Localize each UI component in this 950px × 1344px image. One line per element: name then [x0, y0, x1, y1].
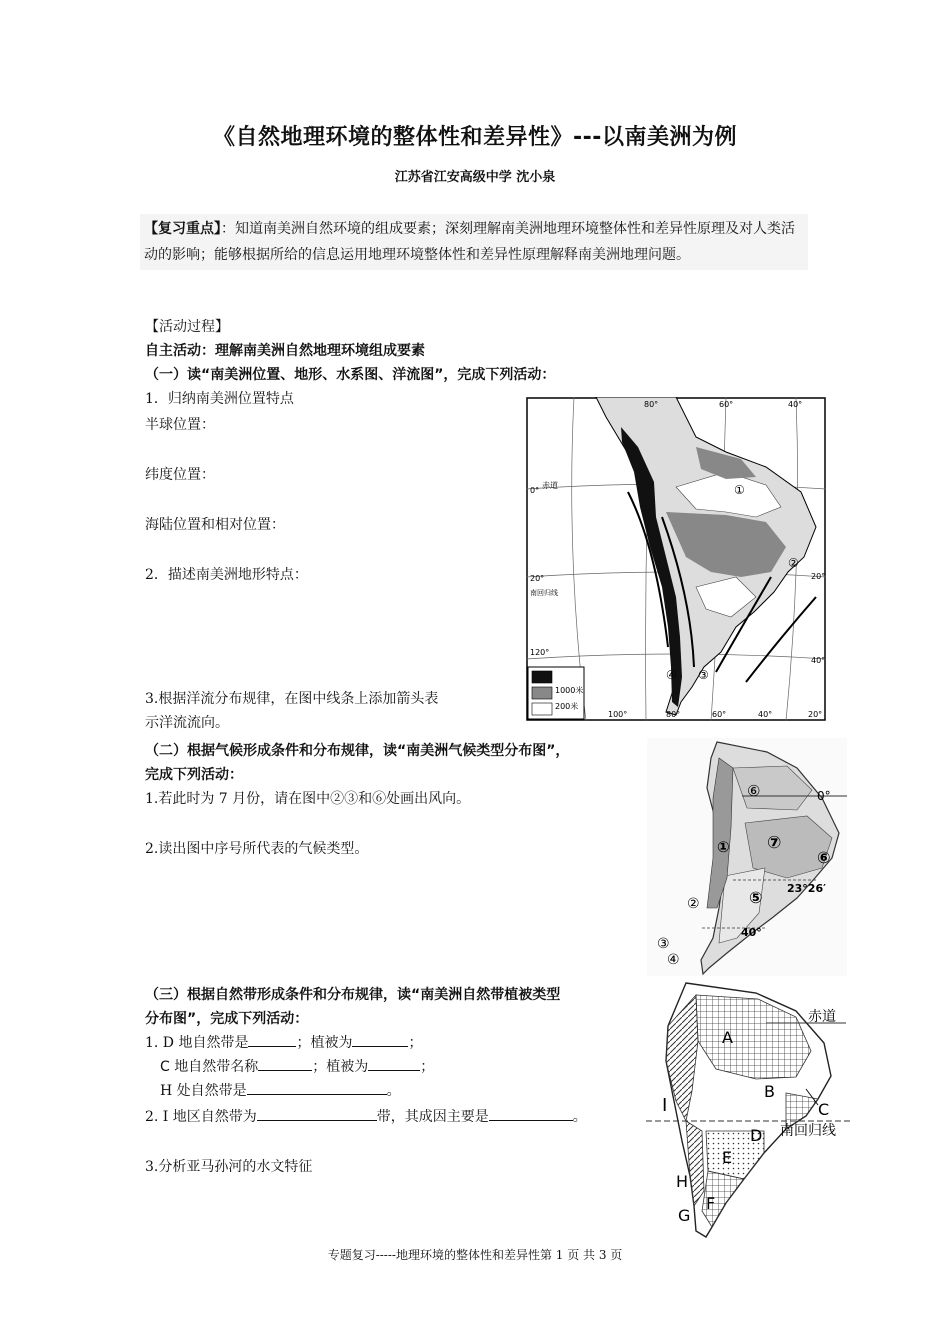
map1-lon-top-80: 80° — [644, 400, 659, 409]
q1-d-mid: ；植被为 — [296, 1035, 353, 1051]
hemisphere-position: 半球位置： — [145, 417, 215, 433]
part2-heading-line2: 完成下列活动： — [145, 767, 243, 783]
map2-tropic: 23°26′ — [787, 882, 827, 895]
author-line: 江苏省江安高级中学 沈小泉 — [394, 170, 556, 185]
map1-lon-bottom-20: 20° — [808, 710, 823, 719]
map2-lat-0: 0° — [817, 789, 831, 803]
map2-num-4: ④ — [667, 952, 680, 968]
map3-letter-b: B — [764, 1082, 775, 1101]
q1-h-prefix: H 处自然带是 — [160, 1083, 247, 1099]
sea-land-position: 海陆位置和相对位置： — [145, 517, 285, 533]
map2-num-6-top: ⑥ — [747, 782, 761, 800]
vegetation-map — [646, 981, 850, 1239]
map3-letter-d: D — [750, 1126, 763, 1145]
map1-legend-1000: 1000米 — [555, 686, 584, 695]
part2-q2: 2.读出图中序号所代表的气候类型。 — [145, 841, 369, 857]
review-text: ：知道南美洲自然环境的组成要素；深刻理解南美洲地理环境整体性和差异性原理及对人类活动的影响；能够根据所给的信息运用地理环境整体性和差异性原理解释南美洲地理问题。 — [144, 221, 795, 263]
map1-lon-top-40: 40° — [788, 400, 803, 409]
q2-zone-blank[interactable] — [257, 1106, 377, 1121]
map1-lat-40: 40° — [811, 656, 826, 665]
part1-q2: 2．描述南美洲地形特点： — [145, 567, 308, 583]
map2-num-2: ② — [687, 896, 700, 912]
q1-d-veg-blank[interactable] — [352, 1032, 408, 1047]
q1-d-zone-blank[interactable] — [248, 1032, 296, 1047]
map1-lon-top-60: 60° — [719, 400, 734, 409]
map3-letter-h: H — [676, 1172, 689, 1191]
self-activity-heading: 自主活动：理解南美洲自然地理环境组成要素 — [145, 343, 425, 359]
map1-lat-20-right: 20° — [811, 572, 826, 581]
part1-q3-line1: 3.根据洋流分布规律，在图中线条上添加箭头表 — [145, 691, 439, 707]
part2-q1: 1.若此时为 7 月份，请在图中②③和⑥处画出风向。 — [145, 791, 471, 807]
page-footer: 专题复习-----地理环境的整体性和差异性第 1 页 共 3 页 — [327, 1248, 623, 1262]
q2-cause-blank[interactable] — [489, 1106, 573, 1121]
part3-q1-c — [160, 1056, 434, 1078]
q1-c-end: ； — [420, 1059, 435, 1075]
map2-num-5: ⑤ — [749, 888, 763, 907]
map1-legend — [528, 667, 584, 719]
q1-c-prefix: C 地自然带名称 — [160, 1059, 259, 1075]
part2-heading-line1: （二）根据气候形成条件和分布规律，读“南美洲气候类型分布图”， — [145, 743, 570, 759]
review-key-points — [140, 214, 808, 270]
map1-lon-bottom-80: 80° — [666, 710, 681, 719]
map1-lon-bottom-100: 100° — [608, 710, 628, 719]
part1-q3-line2: 示洋流流向。 — [145, 715, 229, 731]
map3-letter-g: G — [678, 1206, 691, 1225]
map2-num-7: ⑦ — [767, 833, 782, 853]
part3-q1-d — [145, 1032, 422, 1054]
climate-map — [647, 738, 847, 976]
latitude-position: 纬度位置： — [145, 467, 215, 483]
map2-num-3: ③ — [657, 936, 670, 952]
q1-d-prefix: 1. D 地自然带是 — [145, 1035, 249, 1051]
q2-end: 。 — [572, 1109, 587, 1125]
map1-lat-20: 20° — [530, 574, 545, 583]
part1-q1: 1．归纳南美洲位置特点 — [145, 391, 294, 407]
part3-q2 — [145, 1106, 587, 1128]
map1-tropic-label: 南回归线 — [530, 589, 558, 597]
part3-q1-h — [160, 1080, 401, 1102]
map3-letter-a: A — [722, 1028, 733, 1047]
review-label: 【复习重点】 — [144, 221, 221, 237]
q1-h-end: 。 — [386, 1083, 401, 1099]
q1-d-end: ； — [408, 1035, 423, 1051]
q2-mid: 带，其成因主要是 — [376, 1109, 489, 1125]
q1-h-blank[interactable] — [247, 1080, 387, 1095]
map1-legend-200: 200米 — [555, 702, 579, 711]
q2-prefix: 2. I 地区自然带为 — [145, 1109, 257, 1125]
terrain-map — [526, 397, 826, 721]
map1-lon-bottom-60: 60° — [712, 710, 727, 719]
map3-letter-e: E — [722, 1148, 733, 1167]
map1-lon-bottom-40: 40° — [758, 710, 773, 719]
part3-heading-line1: （三）根据自然带形成条件和分布规律，读“南美洲自然带植被类型 — [145, 987, 561, 1003]
map2-lat-40: 40° — [741, 926, 762, 939]
part3-q3: 3.分析亚马孙河的水文特征 — [145, 1159, 313, 1175]
map1-lat-0: 0° — [530, 486, 540, 495]
map1-circle-2: ② — [788, 556, 799, 570]
map1-circle-4: ④ — [666, 668, 677, 682]
q1-c-veg-blank[interactable] — [368, 1056, 420, 1071]
page-title: 《自然地理环境的整体性和差异性》---以南美洲为例 — [213, 125, 737, 150]
map3-equator-label: 赤道 — [808, 1009, 836, 1025]
q1-c-mid: ；植被为 — [312, 1059, 369, 1075]
q1-c-zone-blank[interactable] — [258, 1056, 312, 1071]
part3-heading-line2: 分布图”，完成下列活动： — [145, 1011, 309, 1027]
map1-lat-120: 120° — [530, 648, 550, 657]
map1-circle-1: ① — [734, 483, 745, 497]
map1-equator-label: 赤道 — [542, 481, 558, 490]
map3-tropic-label: 南回归线 — [780, 1123, 836, 1139]
map2-num-1: ① — [717, 838, 730, 856]
map3-letter-f: F — [706, 1194, 716, 1213]
map3-letter-c: C — [818, 1100, 830, 1119]
map1-circle-3: ③ — [698, 668, 709, 682]
map2-num-6-right: ⑥ — [817, 848, 831, 867]
activity-header: 【活动过程】 — [145, 319, 229, 335]
map3-letter-i: I — [662, 1095, 668, 1116]
part1-heading: （一）读“南美洲位置、地形、水系图、洋流图”，完成下列活动： — [145, 367, 556, 383]
